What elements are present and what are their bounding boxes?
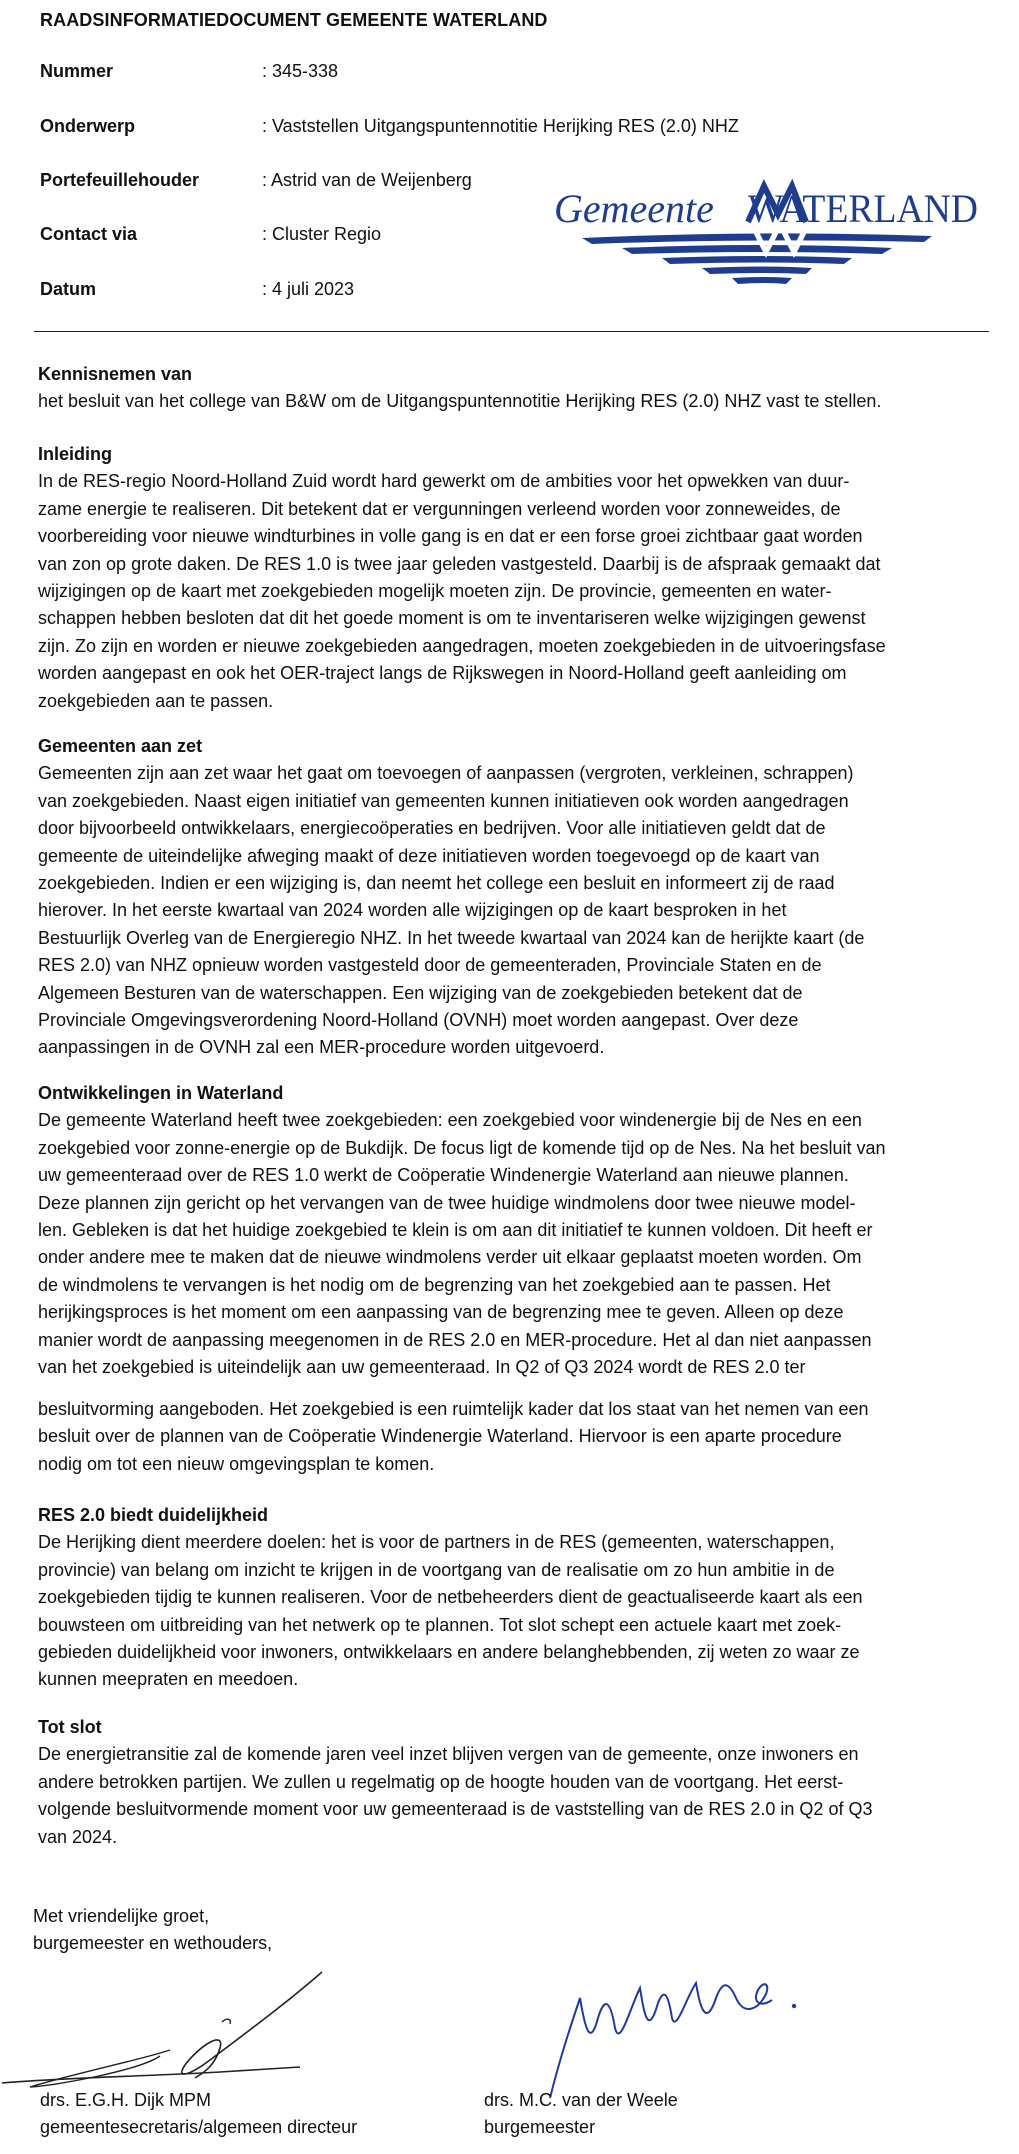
closing-greeting: Met vriendelijke groet, xyxy=(33,1906,210,1926)
section-heading: Kennisnemen van xyxy=(38,364,193,384)
section-tot-slot xyxy=(38,1714,993,1851)
closing-block xyxy=(33,1903,272,1957)
signer-secretaris xyxy=(40,2087,357,2141)
section-heading: Tot slot xyxy=(38,1717,102,1737)
paragraph-line: wijzigingen op de kaart met zoekgebieden mogelijk moeten zijn. De provincie, gemeenten en water- xyxy=(38,581,832,602)
section-ontwikkelingen xyxy=(38,1080,993,1381)
signer-name: drs. E.G.H. Dijk MPM xyxy=(40,2090,212,2110)
paragraph-line: besluit over de plannen van de Coöperatie Windenergie Waterland. Hiervoor is een aparte procedure xyxy=(38,1426,842,1447)
paragraph-line: zame energie te realiseren. Dit betekent dat er vergunningen verleend worden voor zonneweides, de xyxy=(38,498,841,519)
paragraph-line: van zoekgebieden. Naast eigen initiatief van gemeenten kunnen initiatieven ook worden aangedragen xyxy=(38,790,849,811)
paragraph-line: nodig om tot een nieuw omgevingsplan te komen. xyxy=(38,1453,435,1474)
paragraph-line: volgende besluitvormende moment voor uw gemeenteraad is de vaststelling van de RES 2.0 in Q2 of Q3 xyxy=(38,1799,873,1820)
meta-label: Portefeuillehouder xyxy=(40,170,200,190)
meta-value: : 4 juli 2023 xyxy=(262,279,355,299)
section-heading: Ontwikkelingen in Waterland xyxy=(38,1083,284,1103)
signer-burgemeester xyxy=(484,2087,678,2141)
paragraph-line: kunnen meepraten en meedoen. xyxy=(38,1669,299,1690)
signer-name: drs. M.C. van der Weele xyxy=(484,2090,678,2110)
paragraph-line: De energietransitie zal de komende jaren veel inzet blijven vergen van de gemeente, onze inwoners en xyxy=(38,1744,859,1765)
section-inleiding xyxy=(38,441,993,715)
paragraph-line: gebieden duidelijkheid voor inwoners, ontwikkelaars en andere belanghebbenden, zij weten zo waar ze xyxy=(38,1642,860,1663)
logo-word-waterland: WATERLAND xyxy=(748,186,978,231)
paragraph-line: worden aangepast en ook het OER-traject langs de Rijkswegen in Noord-Holland geeft aanleiding om xyxy=(38,663,847,684)
meta-label: Contact via xyxy=(40,224,138,244)
paragraph-line: het besluit van het college van B&W om de Uitgangspuntennotitie Herijking RES (2.0) NHZ vast te stellen. xyxy=(38,391,882,412)
section-heading: Inleiding xyxy=(38,444,112,464)
meta-label: Onderwerp xyxy=(40,116,136,136)
paragraph-line: Deze plannen zijn gericht op het vervangen van de twee huidige windmolens door twee nieuwe model- xyxy=(38,1192,856,1213)
meta-value: : Cluster Regio xyxy=(262,224,382,244)
meta-value: : Vaststellen Uitgangspuntennotitie Herijking RES (2.0) NHZ xyxy=(262,116,739,136)
paragraph-line: zijn. Zo zijn en worden er nieuwe zoekgebieden aangedragen, moeten zoekgebieden in de uitvoeringsfase xyxy=(38,635,886,656)
paragraph-line: Gemeenten zijn aan zet waar het gaat om toevoegen of aanpassen (vergroten, verkleinen, schrappen) xyxy=(38,763,854,784)
closing-from: burgemeester en wethouders, xyxy=(33,1933,273,1953)
paragraph-line: besluitvorming aangeboden. Het zoekgebied is een ruimtelijk kader dat los staat van het nemen van een xyxy=(38,1399,869,1419)
logo-waves-icon xyxy=(582,230,932,284)
meta-value: : Astrid van de Weijenberg xyxy=(262,170,472,190)
paragraph-line: van zon op grote daken. De RES 1.0 is twee jaar geleden vastgesteld. Daarbij is de afspraak gemaakt dat xyxy=(38,553,881,574)
paragraph-line: van 2024. xyxy=(38,1826,118,1847)
paragraph-line: In de RES-regio Noord-Holland Zuid wordt hard gewerkt om de ambities voor het opwekken van duur- xyxy=(38,471,850,492)
signer-role: burgemeester xyxy=(484,2117,596,2137)
paragraph-line: herijkingsproces is het moment om een aanpassing van de begrenzing mee te geven. Alleen op deze xyxy=(38,1302,844,1323)
paragraph-line: gemeente de uiteindelijke afweging maakt of deze initiatieven worden toegevoegd op de kaart van xyxy=(38,845,820,866)
meta-value: : 345-338 xyxy=(262,61,339,81)
paragraph-line: De gemeente Waterland heeft twee zoekgebieden: een zoekgebied voor windenergie bij de Nes en een xyxy=(38,1110,862,1131)
paragraph-line: bouwsteen om uitbreiding van het netwerk op te plannen. Tot slot schept een actuele kaart met zoek- xyxy=(38,1614,842,1635)
signer-role: gemeentesecretaris/algemeen directeur xyxy=(40,2117,358,2137)
paragraph-line: aanpassingen in de OVNH zal een MER-procedure worden uitgevoerd. xyxy=(38,1037,605,1058)
section-heading: Gemeenten aan zet xyxy=(38,736,203,756)
paragraph-line: RES 2.0) van NHZ opnieuw worden vastgesteld door de gemeenteraden, Provinciale Staten en de xyxy=(38,955,822,976)
paragraph-line: zoekgebieden. Indien er een wijziging is, dan neemt het college een besluit en informeert zij de raad xyxy=(38,873,835,894)
paragraph-line: onder andere mee te maken dat de nieuwe windmolens verder uit elkaar geplaatst moeten worden. Om xyxy=(38,1247,862,1268)
section-ontwikkelingen-continued xyxy=(38,1396,993,1478)
section-gemeenten-aan-zet xyxy=(38,733,993,1062)
gemeente-waterland-logo xyxy=(552,178,982,296)
signature-van-der-weele xyxy=(540,1958,900,2108)
paragraph-line: Bestuurlijk Overleg van de Energieregio NHZ. In het tweede kwartaal van 2024 kan de herijkte kaart (de xyxy=(38,927,865,948)
section-heading: RES 2.0 biedt duidelijkheid xyxy=(38,1505,269,1525)
paragraph-line: len. Gebleken is dat het huidige zoekgebied te klein is om aan dit initiatief te kunnen voldoen. Dit heeft er xyxy=(38,1220,873,1241)
paragraph-line: zoekgebieden tijdig te kunnen realiseren. Voor de netbeheerders dient de geactualiseerde kaart als een xyxy=(38,1587,863,1608)
paragraph-line: hierover. In het eerste kwartaal van 2024 worden alle wijzigingen op de kaart besproken in het xyxy=(38,900,787,921)
paragraph-line: manier wordt de aanpassing meegenomen in de RES 2.0 en MER-procedure. Het al dan niet aanpassen xyxy=(38,1329,872,1350)
paragraph-line: uw gemeenteraad over de RES 1.0 werkt de Coöperatie Windenergie Waterland aan nieuwe plannen. xyxy=(38,1165,849,1186)
paragraph-line: de windmolens te vervangen is het nodig om de begrenzing van het zoekgebied aan te passen. Het xyxy=(38,1274,831,1295)
paragraph-line: andere betrokken partijen. We zullen u regelmatig op de hoogte houden van de voortgang. Het eerst- xyxy=(38,1771,844,1792)
paragraph-line: van het zoekgebied is uiteindelijk aan uw gemeenteraad. In Q2 of Q3 2024 wordt de RES 2.0 ter xyxy=(38,1357,806,1378)
paragraph-line: De Herijking dient meerdere doelen: het is voor de partners in de RES (gemeenten, waterschappen, xyxy=(38,1532,835,1553)
section-kennisnemen xyxy=(38,361,993,416)
section-res2 xyxy=(38,1502,993,1694)
paragraph-line: door bijvoorbeeld ontwikkelaars, energiecoöperaties en bedrijven. Voor alle initiatieven geldt dat de xyxy=(38,818,826,839)
header-divider xyxy=(34,331,989,332)
paragraph-line: zoekgebieden aan te passen. xyxy=(38,690,274,711)
paragraph-line: Provinciale Omgevingsverordening Noord-Holland (OVNH) moet worden aangepast. Over deze xyxy=(38,1010,799,1031)
paragraph-line: Algemeen Besturen van de waterschappen. Een wijziging van de zoekgebieden betekent dat de xyxy=(38,982,803,1003)
logo-word-gemeente: Gemeente xyxy=(554,186,714,231)
document-title: RAADSINFORMATIEDOCUMENT GEMEENTE WATERLAND xyxy=(40,10,548,30)
paragraph-line: provincie) van belang om inzicht te krijgen in de voortgang van de realisatie om zo hun ambitie in de xyxy=(38,1559,835,1580)
paragraph-line: schappen hebben besloten dat dit het goede moment is om te inventariseren welke wijzigingen gewenst xyxy=(38,608,866,629)
meta-label: Nummer xyxy=(40,61,114,81)
meta-label: Datum xyxy=(40,279,97,299)
paragraph-line: voorbereiding voor nieuwe windturbines in volle gang is en dat er een forse groei zichtbaar gaat worden xyxy=(38,526,863,547)
paragraph-line: zoekgebied voor zonne-energie op de Bukdijk. De focus ligt de komende tijd op de Nes. Na het besluit van xyxy=(38,1137,886,1158)
